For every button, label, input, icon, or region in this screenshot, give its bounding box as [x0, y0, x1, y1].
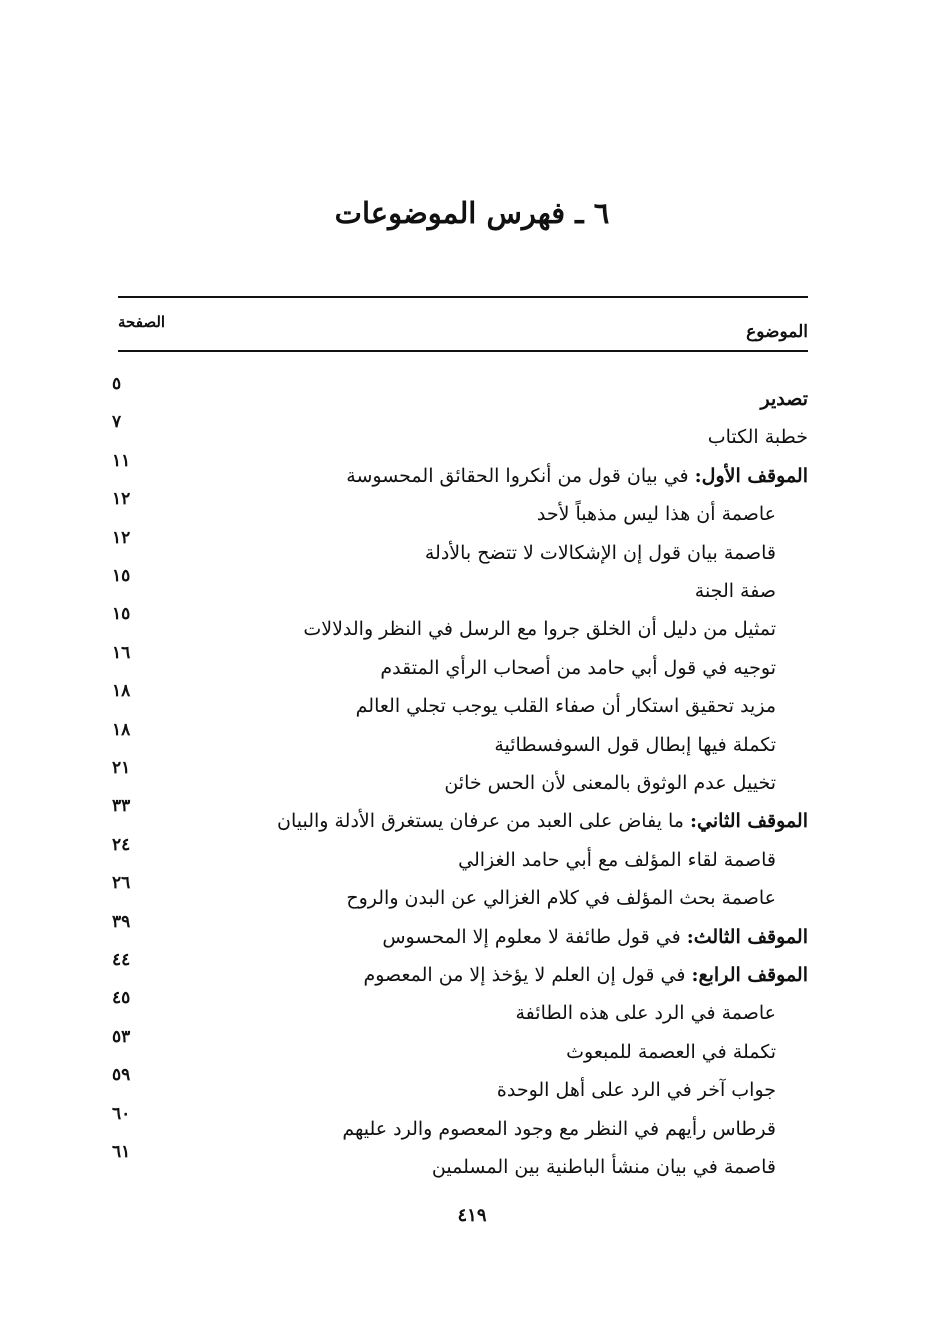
contents-entry [0, 528, 944, 566]
entry-title [537, 503, 776, 525]
topic-column-header: الموضوع [746, 322, 808, 342]
entry-page-number: ١١ [112, 450, 131, 471]
entry-topic: قاصمة لقاء المؤلف مع أبي حامد الغزالي [458, 848, 776, 871]
entry-title [708, 426, 808, 448]
contents-entry [0, 950, 944, 988]
entry-topic: توجيه في قول أبي حامد من أصحاب الرأي المتقدم [380, 656, 776, 679]
contents-entry [0, 988, 944, 1026]
entry-topic: مزيد تحقيق استكار أن صفاء القلب يوجب تجلي العالم [355, 695, 776, 718]
entry-title [695, 580, 776, 602]
entry-page-number: ٥٣ [112, 1026, 131, 1047]
entry-title [346, 465, 808, 487]
entry-page-number: ٢١ [112, 758, 131, 778]
entry-title [303, 618, 776, 640]
entry-topic: في قول طائفة لا معلوم إلا المحسوس [382, 925, 687, 948]
entry-topic: تكملة فيها إبطال قول السوفسطائية [494, 733, 776, 756]
entry-section-label: الموقف الرابع: [691, 964, 808, 986]
entry-title [497, 1079, 776, 1101]
entry-topic: عاصمة في الرد على هذه الطائفة [515, 1002, 776, 1025]
entry-topic: تصدير [760, 388, 808, 410]
entry-page-number: ٤٤ [112, 950, 131, 970]
entry-topic: تمثيل من دليل أن الخلق جروا مع الرسل في النظر والدلالات [303, 618, 776, 641]
top-rule [118, 296, 808, 298]
entry-page-number: ١٥ [112, 566, 131, 586]
page-title: ٦ ـ فهرس الموضوعات [334, 196, 610, 230]
entry-title [444, 772, 776, 794]
entry-page-number: ١٥ [112, 604, 131, 625]
entry-page-number: ٧ [112, 412, 122, 433]
entry-title [566, 1041, 776, 1063]
contents-entry [0, 681, 944, 719]
contents-entry [0, 566, 944, 604]
entry-title [458, 849, 776, 871]
header-rule [118, 350, 808, 352]
entry-title [425, 542, 776, 564]
page-number: ٤١٩ [457, 1205, 487, 1226]
entry-title [342, 1118, 776, 1140]
entry-topic: جواب آخر في الرد على أهل الوحدة [496, 1079, 776, 1102]
entry-title [760, 388, 808, 410]
entry-topic: قاصمة بيان قول إن الإشكالات لا تتضح بالأدلة [424, 541, 776, 564]
contents-entry [0, 643, 944, 681]
entry-page-number: ١٨ [112, 719, 131, 740]
contents-entry [0, 758, 944, 796]
entry-page-number: ٣٣ [112, 796, 131, 817]
entry-title [382, 926, 808, 948]
contents-entry [0, 374, 944, 412]
contents-entry [0, 912, 944, 950]
entry-topic: صفة الجنة [694, 580, 776, 602]
entry-section-label: الموقف الثاني: [690, 810, 808, 833]
entry-topic: في بيان قول من أنكروا الحقائق المحسوسة [346, 464, 695, 487]
entry-page-number: ١٢ [112, 489, 131, 510]
entry-page-number: ٢٦ [112, 873, 131, 894]
contents-entry [0, 873, 944, 911]
contents-entry [0, 1027, 944, 1065]
contents-entry [0, 1142, 944, 1180]
entry-page-number: ١٦ [112, 642, 131, 663]
contents-entry [0, 720, 944, 758]
entry-topic: في قول إن العلم لا يؤخذ إلا من المعصوم [363, 964, 692, 986]
entry-page-number: ١٨ [112, 681, 131, 702]
entry-topic: ما يفاض على العبد من عرفان يستغرق الأدلة والبيان [276, 810, 691, 833]
entry-page-number: ٦١ [112, 1142, 131, 1162]
entry-page-number: ٤٥ [112, 988, 131, 1009]
contents-entry [0, 1104, 944, 1142]
entry-topic: عاصمة أن هذا ليس مذهباً لأحد [536, 503, 776, 526]
contents-entry [0, 412, 944, 450]
entry-page-number: ١٢ [112, 527, 131, 548]
entry-title [346, 887, 776, 909]
entry-topic: تكملة في العصمة للمبعوث [566, 1040, 776, 1063]
contents-entry [0, 1065, 944, 1103]
page-column-header: الصفحة [118, 313, 166, 331]
entry-topic: خطبة الكتاب [707, 426, 808, 449]
entry-page-number: ٦٠ [112, 1103, 131, 1124]
entry-topic: قاصمة في بيان منشأ الباطنية بين المسلمين [431, 1156, 776, 1178]
entry-page-number: ٥٩ [112, 1065, 131, 1086]
entry-title [277, 810, 808, 832]
entry-title [516, 1002, 777, 1024]
entry-page-number: ٢٤ [112, 834, 131, 855]
entry-title [494, 734, 776, 756]
entry-page-number: ٥ [112, 374, 122, 394]
contents-entry [0, 604, 944, 642]
entry-topic: قرطاس رأيهم في النظر مع وجود المعصوم والرد عليهم [342, 1117, 776, 1140]
contents-entry [0, 835, 944, 873]
contents-entry [0, 489, 944, 527]
entry-title [363, 964, 808, 986]
entry-page-number: ٣٩ [112, 911, 131, 932]
entry-topic: عاصمة بحث المؤلف في كلام الغزالي عن البدن والروح [346, 887, 776, 910]
contents-entry [0, 796, 944, 834]
entry-title [380, 657, 776, 679]
entry-title [432, 1156, 776, 1178]
entry-title [356, 695, 776, 717]
entry-topic: تخييل عدم الوثوق بالمعنى لأن الحس خائن [444, 772, 776, 794]
entry-section-label: الموقف الثالث: [686, 925, 808, 948]
entry-section-label: الموقف الأول: [694, 464, 808, 487]
contents-entry [0, 451, 944, 489]
